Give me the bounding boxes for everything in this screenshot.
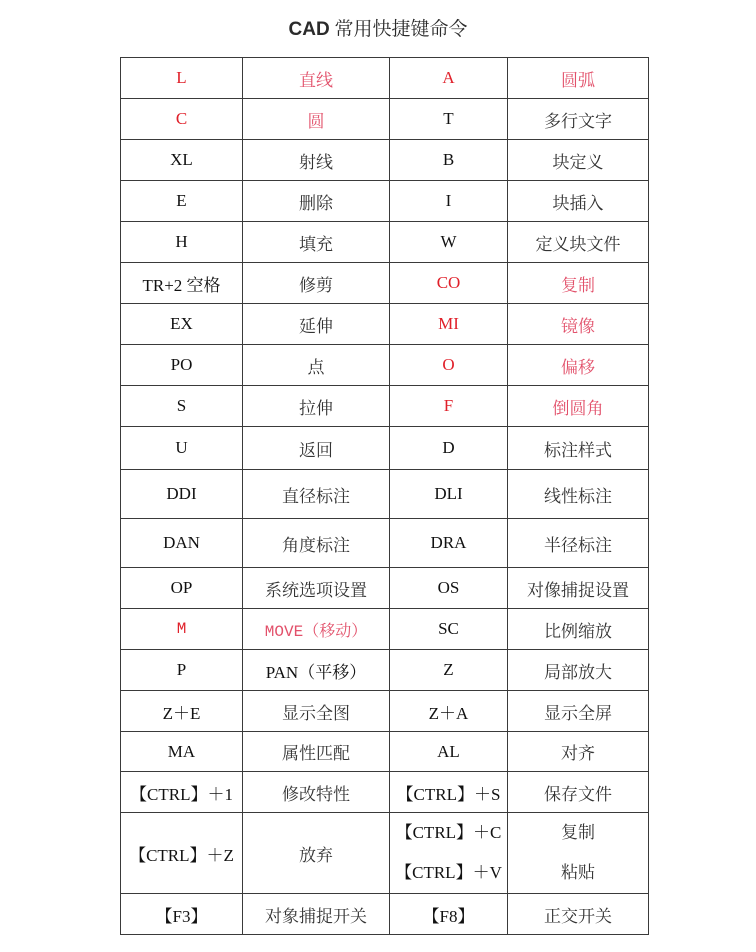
shortcut-key: D <box>390 427 508 470</box>
command-desc: 镜像 <box>508 304 649 345</box>
table-row <box>121 772 649 813</box>
shortcut-key: O <box>390 345 508 386</box>
command-desc: 比例缩放 <box>508 609 649 650</box>
shortcut-key: W <box>390 222 508 263</box>
shortcut-key: H <box>121 222 243 263</box>
shortcut-key: B <box>390 140 508 181</box>
shortcut-key: 【CTRL】＋S <box>390 772 508 813</box>
table-row <box>121 140 649 181</box>
shortcut-key: Z＋A <box>390 691 508 732</box>
shortcut-key: 【CTRL】＋V <box>395 863 502 882</box>
table-row <box>121 470 649 519</box>
shortcut-key: U <box>121 427 243 470</box>
command-desc: 显示全图 <box>243 691 390 732</box>
command-desc: 显示全屏 <box>508 691 649 732</box>
shortcut-key: OS <box>390 568 508 609</box>
command-desc: 对象捕捉开关 <box>243 894 390 935</box>
table-row <box>121 181 649 222</box>
shortcut-key: CO <box>390 263 508 304</box>
table-row <box>121 427 649 470</box>
table-row <box>121 263 649 304</box>
shortcut-key: E <box>121 181 243 222</box>
shortcut-key: OP <box>121 568 243 609</box>
command-desc: 系统选项设置 <box>243 568 390 609</box>
page-title <box>0 14 756 41</box>
table-row <box>121 386 649 427</box>
shortcut-key: 【CTRL】＋Z <box>121 813 243 894</box>
command-desc: 填充 <box>243 222 390 263</box>
command-desc: 返回 <box>243 427 390 470</box>
command-desc: 倒圆角 <box>508 386 649 427</box>
shortcut-key: DRA <box>390 519 508 568</box>
command-desc: MOVE（移动） <box>243 609 390 650</box>
table-row <box>121 304 649 345</box>
shortcut-key: 【CTRL】＋C <box>395 823 502 842</box>
command-desc: 直径标注 <box>243 470 390 519</box>
shortcut-key: C <box>121 99 243 140</box>
command-desc-stack <box>508 813 649 894</box>
command-desc: 圆弧 <box>508 58 649 99</box>
shortcut-key: Z <box>390 650 508 691</box>
command-desc: 标注样式 <box>508 427 649 470</box>
shortcut-key: DDI <box>121 470 243 519</box>
command-desc: 线性标注 <box>508 470 649 519</box>
command-desc: 正交开关 <box>508 894 649 935</box>
table-row <box>121 519 649 568</box>
shortcut-key: EX <box>121 304 243 345</box>
shortcut-key: A <box>390 58 508 99</box>
shortcut-key: SC <box>390 609 508 650</box>
shortcut-key: 【CTRL】＋1 <box>121 772 243 813</box>
table-row <box>121 894 649 935</box>
table-row <box>121 568 649 609</box>
shortcut-key: F <box>390 386 508 427</box>
shortcut-key: 【F3】 <box>121 894 243 935</box>
command-desc: PAN（平移） <box>243 650 390 691</box>
command-desc: 角度标注 <box>243 519 390 568</box>
shortcut-key: DAN <box>121 519 243 568</box>
command-desc: 修改特性 <box>243 772 390 813</box>
shortcut-table <box>120 57 649 935</box>
shortcut-key-stack <box>390 813 508 894</box>
command-desc: 块定义 <box>508 140 649 181</box>
table-row <box>121 650 649 691</box>
command-desc: 射线 <box>243 140 390 181</box>
table-row <box>121 222 649 263</box>
table-row <box>121 691 649 732</box>
title-cjk: 常用快捷键命令 <box>334 19 468 40</box>
command-desc: 多行文字 <box>508 99 649 140</box>
shortcut-key: MI <box>390 304 508 345</box>
title-latin: CAD <box>288 19 330 40</box>
shortcut-key: XL <box>121 140 243 181</box>
table-row <box>121 813 649 894</box>
shortcut-key: PO <box>121 345 243 386</box>
shortcut-key: S <box>121 386 243 427</box>
table-row <box>121 99 649 140</box>
command-desc: 对齐 <box>508 732 649 772</box>
table-row <box>121 58 649 99</box>
command-desc: 定义块文件 <box>508 222 649 263</box>
command-desc: 偏移 <box>508 345 649 386</box>
table-row <box>121 732 649 772</box>
command-desc: 圆 <box>243 99 390 140</box>
command-desc: 属性匹配 <box>243 732 390 772</box>
command-desc: 延伸 <box>243 304 390 345</box>
shortcut-key: 【F8】 <box>390 894 508 935</box>
table-row <box>121 345 649 386</box>
shortcut-key: P <box>121 650 243 691</box>
shortcut-key: TR+2 空格 <box>121 263 243 304</box>
shortcut-key: I <box>390 181 508 222</box>
command-desc: 保存文件 <box>508 772 649 813</box>
shortcut-key: Z＋E <box>121 691 243 732</box>
command-desc: 拉伸 <box>243 386 390 427</box>
shortcut-key: L <box>121 58 243 99</box>
shortcut-key: T <box>390 99 508 140</box>
command-desc: 块插入 <box>508 181 649 222</box>
shortcut-key: MA <box>121 732 243 772</box>
command-desc: 修剪 <box>243 263 390 304</box>
command-desc: 对像捕捉设置 <box>508 568 649 609</box>
command-desc: 复制 <box>508 263 649 304</box>
command-desc: 局部放大 <box>508 650 649 691</box>
command-desc: 点 <box>243 345 390 386</box>
table-row <box>121 609 649 650</box>
command-desc: 直线 <box>243 58 390 99</box>
shortcut-key: DLI <box>390 470 508 519</box>
shortcut-key: M <box>121 609 243 650</box>
command-desc: 半径标注 <box>508 519 649 568</box>
command-desc: 删除 <box>243 181 390 222</box>
shortcut-key: AL <box>390 732 508 772</box>
command-desc: 放弃 <box>243 813 390 894</box>
command-desc: 复制 <box>561 823 595 842</box>
command-desc: 粘贴 <box>561 863 595 882</box>
